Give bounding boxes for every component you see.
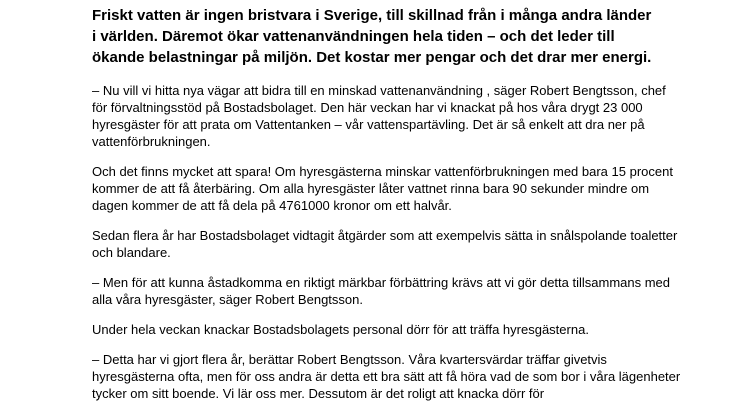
paragraph-door-knocking: Under hela veckan knackar Bostadsbolagets personal dörr för att träffa hyresgästerna. xyxy=(92,322,589,337)
paragraph-quote-improvement: – Men för att kunna åstadkomma en riktigt märkbar förbättring krävs att vi gör detta tillsammans med alla våra hyresgäster, säger Robert Bengtsson. xyxy=(92,275,671,307)
paragraph-quote-detta-har-vi-gjort: – Detta har vi gjort flera år, berättar Robert Bengtsson. Våra kvartersvärdar träffar givetvis hyresgästerna ofta, men för oss andra är detta ett bra sätt att få höra vad de som bor i våra lägenheter tycker om sitt boende. Vi lär oss mer. Dessutom är det roligt att knacka dörr för xyxy=(92,352,681,401)
paragraph-measures: Sedan flera år har Bostadsbolaget vidtagit åtgärder som att exempelvis sätta in snålspolande toaletter och blandare. xyxy=(92,228,678,260)
paragraph-savings: Och det finns mycket att spara! Om hyresgästerna minskar vattenförbrukningen med bara 15 procent kommer de att få återbäring. Om alla hyresgäster låter vattnet rinna bara 90 sekunder mindre om dagen kommer de att få dela på 4761000 kronor om ett halvår. xyxy=(92,164,673,213)
lead-paragraph: Friskt vatten är ingen bristvara i Sverige, till skillnad från i många andra länder i världen. Däremot ökar vattenanvändningen hela tiden – och det leder till ökande belastningar på miljön. Det kostar mer pengar och det drar mer energi. xyxy=(92,7,652,66)
article-body xyxy=(92,5,683,415)
paragraph-quote-robert-bengtsson: – Nu vill vi hitta nya vägar att bidra till en minskad vattenanvändning , säger Robert Bengtsson, chef för förvaltningsstöd på Bostadsbolaget. Den här veckan har vi knackat på hos våra drygt 23 000 hyresgäster för att prata om Vattentanken – vår vattenspartävling. Det är så enkelt att dra ner på vattenförbrukningen. xyxy=(92,83,666,149)
